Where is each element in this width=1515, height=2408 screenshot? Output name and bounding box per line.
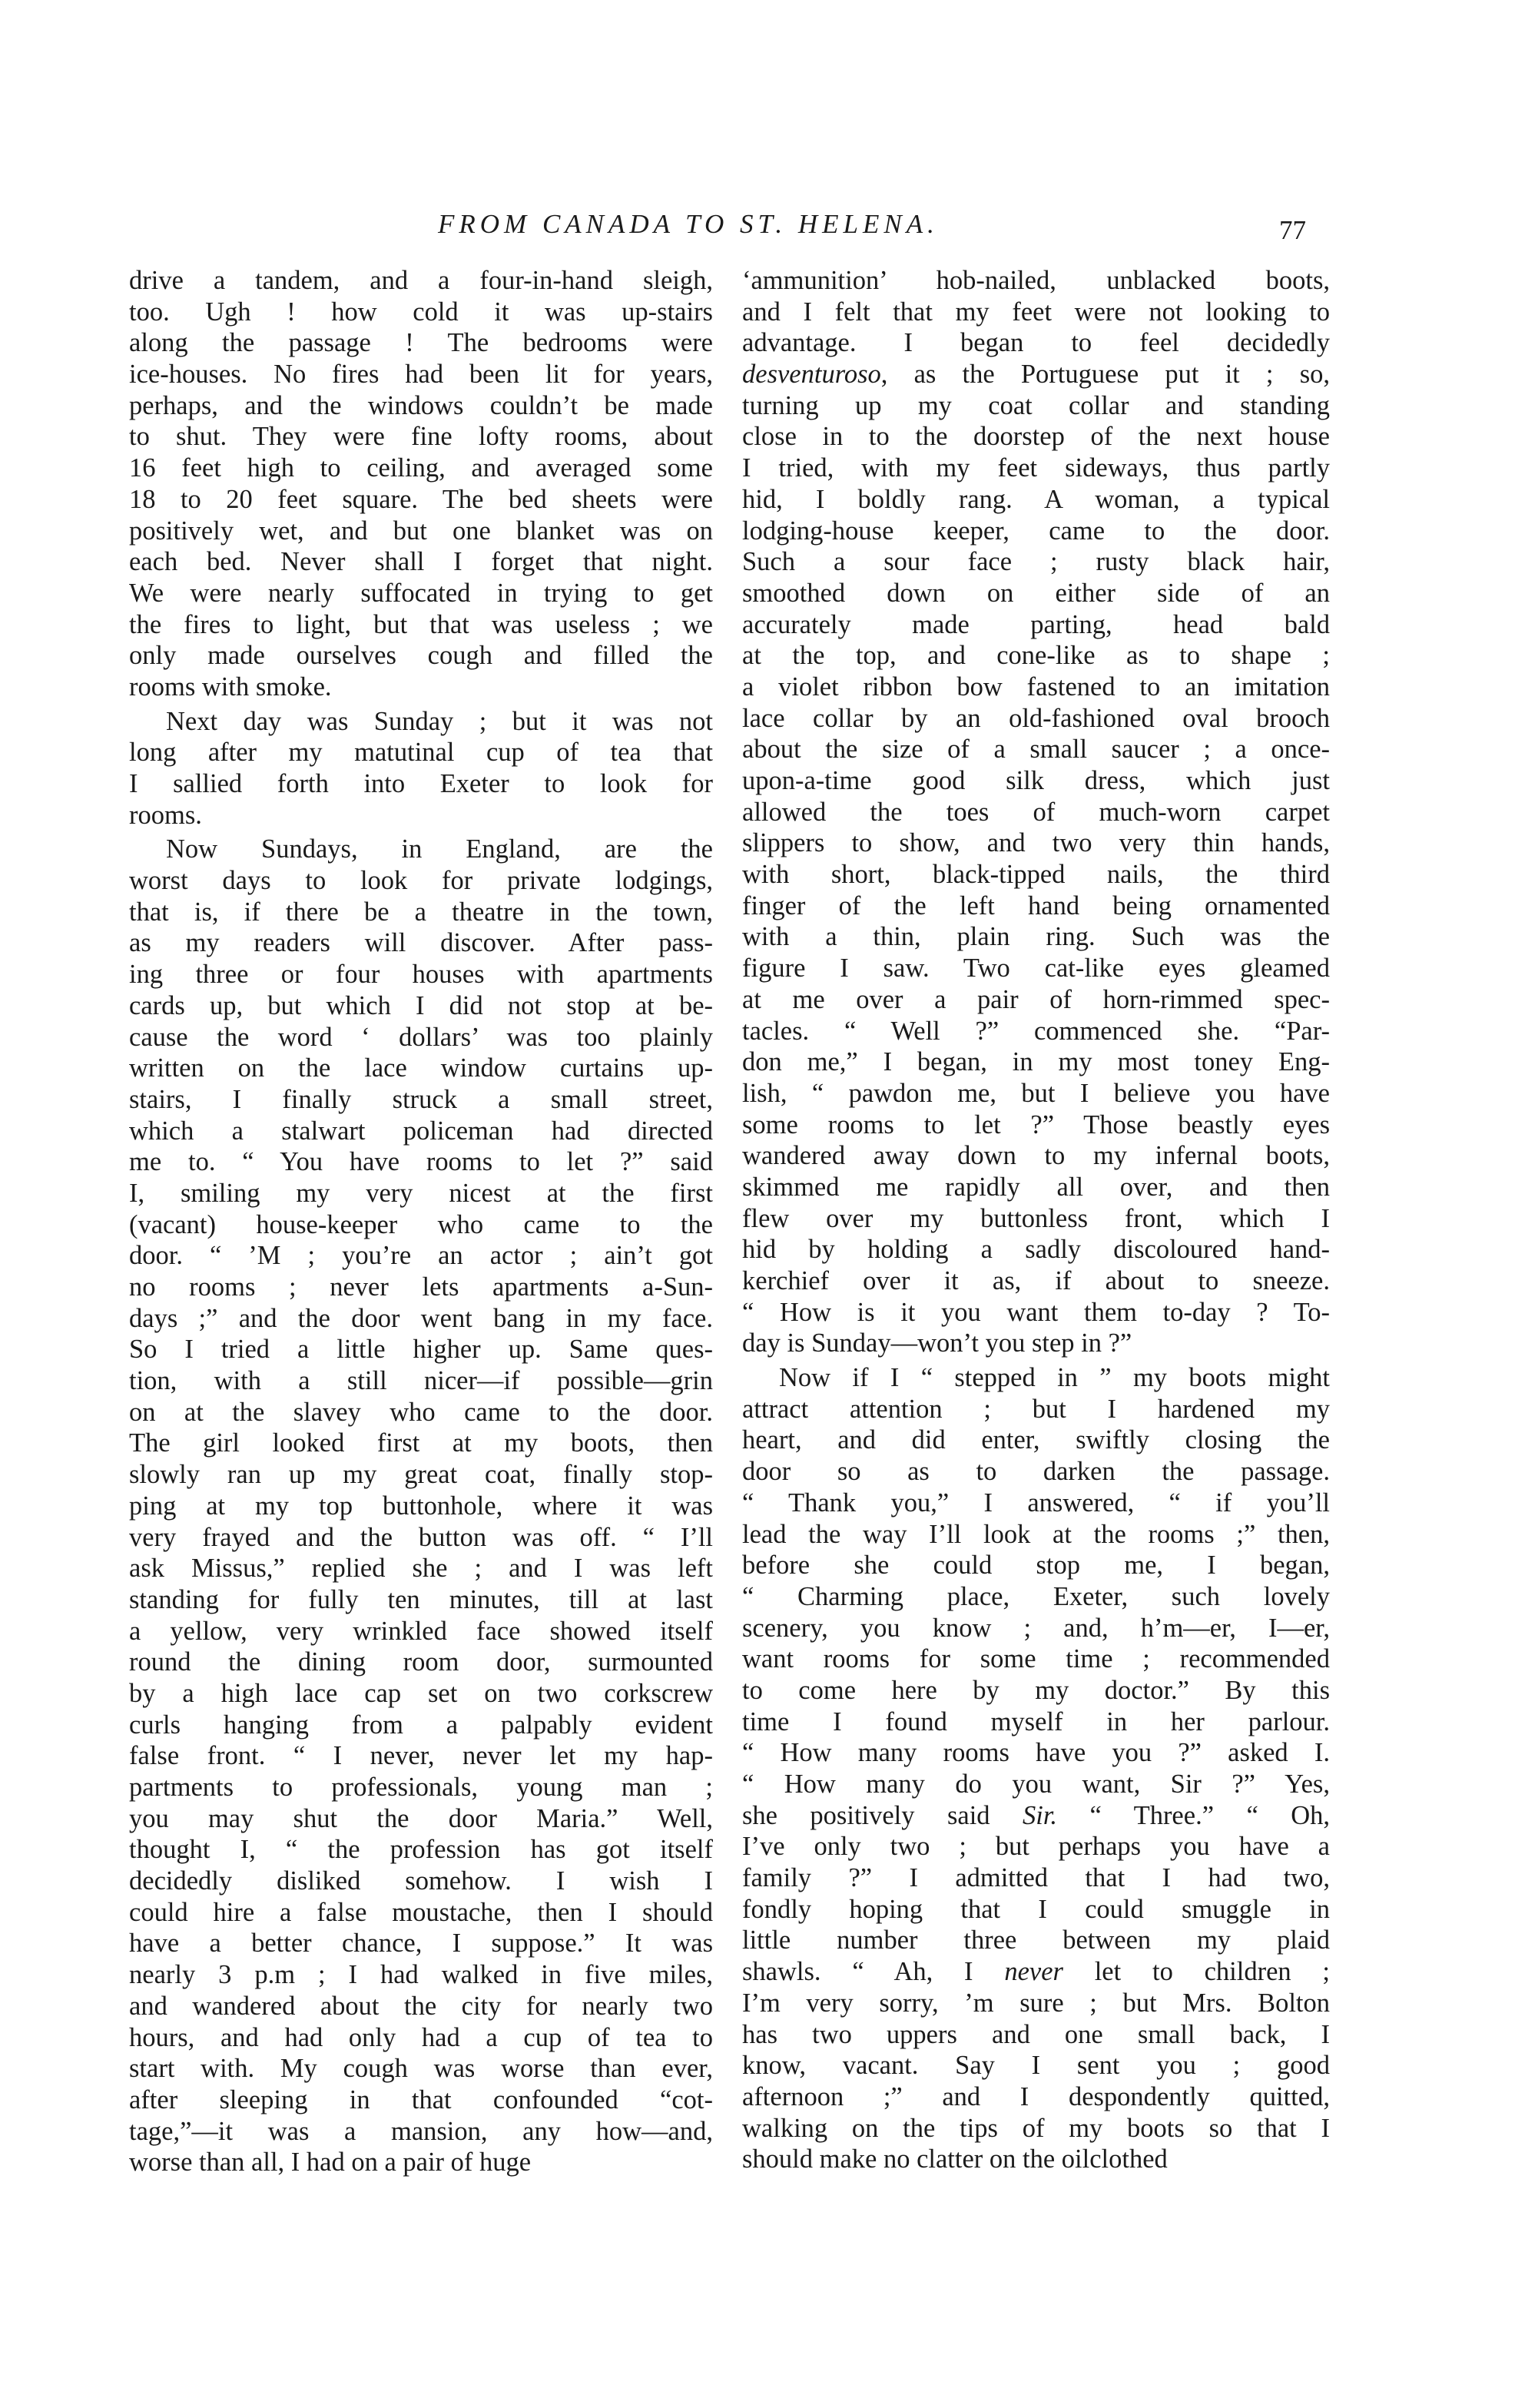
text-line: before she could stop me, I began, xyxy=(742,1551,1330,1580)
text-line: partments to professionals, young man ; xyxy=(129,1773,713,1802)
text-line: by a high lace cap set on two corkscrew xyxy=(129,1678,713,1708)
text-line: no rooms ; never lets apartments a-Sun- xyxy=(129,1272,713,1302)
text-line: lead the way I’ll look at the rooms ;” then, xyxy=(742,1519,1330,1549)
text-line: know, vacant. Say I sent you ; good xyxy=(742,2051,1330,2081)
text-line: So I tried a little higher up. Same ques- xyxy=(129,1335,713,1365)
text-line: lodging-house keeper, came to the door. xyxy=(742,516,1330,546)
text-line: at the top, and cone-like as to shape ; xyxy=(742,641,1330,671)
text-line: false front. “ I never, never let my hap- xyxy=(129,1741,713,1771)
text-line: finger of the left hand being ornamented xyxy=(742,891,1330,920)
text-line: each bed. Never shall I forget that night. xyxy=(129,547,713,577)
text-line: hours, and had only had a cup of tea to xyxy=(129,2022,713,2052)
text-line: turning up my coat collar and standing xyxy=(742,390,1330,420)
text-line: Next day was Sunday ; but it was not xyxy=(166,706,713,736)
text-line: tion, with a still nicer—if possible—grin xyxy=(129,1366,713,1396)
text-line: skimmed me rapidly all over, and then xyxy=(742,1172,1330,1202)
text-line: little number three between my plaid xyxy=(742,1925,1330,1955)
text-line: tacles. “ Well ?” commenced she. “Par- xyxy=(742,1016,1330,1046)
text-line: decidedly disliked somehow. I wish I xyxy=(129,1866,713,1896)
text-line: close in to the doorstep of the next house xyxy=(742,422,1330,452)
text-line: which a stalwart policeman had directed xyxy=(129,1116,713,1146)
text-line: “ How many rooms have you ?” asked I. xyxy=(742,1738,1330,1768)
text-line: rooms. xyxy=(129,800,202,830)
text-line: 18 to 20 feet square. The bed sheets were xyxy=(129,484,713,514)
text-line: door so as to darken the passage. xyxy=(742,1457,1330,1487)
text-line: don me,” I began, in my most toney Eng- xyxy=(742,1047,1330,1077)
text-line: lace collar by an old-fashioned oval brooch xyxy=(742,703,1330,733)
text-line: cause the word ‘ dollars’ was too plainly xyxy=(129,1022,713,1052)
text-line: wandered away down to my infernal boots, xyxy=(742,1141,1330,1171)
text-line: I tried, with my feet sideways, thus partly xyxy=(742,453,1330,483)
text-line: perhaps, and the windows couldn’t be made xyxy=(129,390,713,420)
text-line: I’m very sorry, ’m sure ; but Mrs. Bolton xyxy=(742,1988,1330,2018)
text-line: to shut. They were fine lofty rooms, about xyxy=(129,422,713,452)
text-line: “ Charming place, Exeter, such lovely xyxy=(742,1581,1330,1611)
text-line: flew over my buttonless front, which I xyxy=(742,1203,1330,1233)
text-line: nearly 3 p.m ; I had walked in five miles, xyxy=(129,1960,713,1990)
text-line: the fires to light, but that was useless ; we xyxy=(129,609,713,639)
text-line: too. Ugh ! how cold it was up-stairs xyxy=(129,297,713,327)
text-line: stairs, I finally struck a small street, xyxy=(129,1084,713,1114)
text-line: only made ourselves cough and filled the xyxy=(129,641,713,671)
text-line: you may shut the door Maria.” Well, xyxy=(129,1803,713,1833)
text-line: afternoon ;” and I despondently quitted, xyxy=(742,2081,1330,2111)
paragraph xyxy=(742,265,1330,1359)
text-line: and wandered about the city for nearly two xyxy=(129,1991,713,2021)
paragraph xyxy=(129,706,713,831)
text-line: I, smiling my very nicest at the first xyxy=(129,1178,713,1208)
text-line: positively wet, and but one blanket was on xyxy=(129,516,713,546)
text-line: me to. “ You have rooms to let ?” said xyxy=(129,1147,713,1177)
text-line: walking on the tips of my boots so that I xyxy=(742,2113,1330,2143)
paragraph xyxy=(129,834,713,2178)
text-line: very frayed and the button was off. “ I’ll xyxy=(129,1522,713,1552)
text-line: about the size of a small saucer ; a once- xyxy=(742,735,1330,765)
text-line: as my readers will discover. After pass- xyxy=(129,928,713,958)
text-line: allowed the toes of much-worn carpet xyxy=(742,797,1330,827)
text-line: “ How many do you want, Sir ?” Yes, xyxy=(742,1770,1330,1799)
text-line: ing three or four houses with apartments xyxy=(129,960,713,990)
text-line: with short, black-tipped nails, the third xyxy=(742,860,1330,890)
text-line: on at the slavey who came to the door. xyxy=(129,1397,713,1427)
text-line: (vacant) house-keeper who came to the xyxy=(129,1209,713,1239)
text-line: could hire a false moustache, then I should xyxy=(129,1897,713,1927)
text-line: “ Thank you,” I answered, “ if you’ll xyxy=(742,1488,1330,1517)
text-line: worst days to look for private lodgings, xyxy=(129,866,713,896)
text-line: figure I saw. Two cat-like eyes gleamed xyxy=(742,954,1330,983)
text-line: 16 feet high to ceiling, and averaged some xyxy=(129,453,713,483)
text-line: days ;” and the door went bang in my face. xyxy=(129,1303,713,1333)
text-line: accurately made parting, head bald xyxy=(742,609,1330,639)
text-line: standing for fully ten minutes, till at last xyxy=(129,1584,713,1614)
text-line: want rooms for some time ; recommended xyxy=(742,1644,1330,1674)
text-line: a violet ribbon bow fastened to an imitation xyxy=(742,672,1330,702)
text-line: day is Sunday—won’t you step in ?” xyxy=(742,1328,1132,1358)
text-line: Such a sour face ; rusty black hair, xyxy=(742,547,1330,577)
text-line: worse than all, I had on a pair of huge xyxy=(129,2148,532,2177)
text-line: heart, and did enter, swiftly closing the xyxy=(742,1425,1330,1455)
text-line: slippers to show, and two very thin hands, xyxy=(742,828,1330,858)
text-line: door. “ ’M ; you’re an actor ; ain’t got xyxy=(129,1241,713,1271)
left-text-column xyxy=(129,265,713,2178)
text-line: family ?” I admitted that I had two, xyxy=(742,1863,1330,1893)
text-line: along the passage ! The bedrooms were xyxy=(129,328,713,358)
text-line: Now Sundays, in England, are the xyxy=(166,834,713,864)
text-line: The girl looked first at my boots, then xyxy=(129,1428,713,1458)
text-line: some rooms to let ?” Those beastly eyes xyxy=(742,1109,1330,1139)
text-line: long after my matutinal cup of tea that xyxy=(129,738,713,768)
text-line: attract attention ; but I hardened my xyxy=(742,1394,1330,1424)
text-line: she positively said Sir. “ Three.” “ Oh, xyxy=(742,1800,1330,1830)
text-line: have a better chance, I suppose.” It was xyxy=(129,1929,713,1959)
text-line: tage,”—it was a mansion, any how—and, xyxy=(129,2116,713,2146)
text-line: desventuroso, as the Portuguese put it ; so, xyxy=(742,360,1330,390)
text-line: with a thin, plain ring. Such was the xyxy=(742,922,1330,952)
text-line: shawls. “ Ah, I never let to children ; xyxy=(742,1957,1330,1987)
right-text-column xyxy=(742,265,1330,2175)
text-line: curls hanging from a palpably evident xyxy=(129,1710,713,1740)
text-line: rooms with smoke. xyxy=(129,672,332,702)
text-line: hid by holding a sadly discoloured hand- xyxy=(742,1235,1330,1265)
text-line: time I found myself in her parlour. xyxy=(742,1706,1330,1736)
text-line: ice-houses. No fires had been lit for years, xyxy=(129,360,713,390)
text-line: I sallied forth into Exeter to look for xyxy=(129,769,713,798)
text-line: has two uppers and one small back, I xyxy=(742,2019,1330,2049)
text-line: ask Missus,” replied she ; and I was left xyxy=(129,1554,713,1584)
text-line: ‘ammunition’ hob-nailed, unblacked boots, xyxy=(742,266,1330,295)
text-line: fondly hoping that I could smuggle in xyxy=(742,1894,1330,1924)
text-line: scenery, you know ; and, h’m—er, I—er, xyxy=(742,1613,1330,1643)
text-line: I’ve only two ; but perhaps you have a xyxy=(742,1832,1330,1862)
text-line: round the dining room door, surmounted xyxy=(129,1647,713,1677)
running-head xyxy=(0,201,1515,247)
text-line: and I felt that my feet were not looking to xyxy=(742,297,1330,327)
text-line: Now if I “ stepped in ” my boots might xyxy=(779,1363,1330,1393)
text-line: to come here by my doctor.” By this xyxy=(742,1675,1330,1705)
text-line: drive a tandem, and a four-in-hand sleigh, xyxy=(129,266,713,295)
text-line: should make no clatter on the oilclothed xyxy=(742,2144,1168,2174)
paragraph xyxy=(742,1362,1330,2175)
paragraph xyxy=(129,265,713,703)
text-line: advantage. I began to feel decidedly xyxy=(742,328,1330,358)
text-line: after sleeping in that confounded “cot- xyxy=(129,2085,713,2114)
text-line: “ How is it you want them to-day ? To- xyxy=(742,1297,1330,1327)
page-number: 77 xyxy=(1279,215,1306,245)
text-line: a yellow, very wrinkled face showed itself xyxy=(129,1616,713,1646)
text-line: start with. My cough was worse than ever, xyxy=(129,2054,713,2084)
text-line: that is, if there be a theatre in the town, xyxy=(129,897,713,927)
text-line: written on the lace window curtains up- xyxy=(129,1053,713,1083)
text-line: upon-a-time good silk dress, which just xyxy=(742,766,1330,795)
text-line: smoothed down on either side of an xyxy=(742,578,1330,608)
text-line: ping at my top buttonhole, where it was xyxy=(129,1491,713,1521)
text-line: hid, I boldly rang. A woman, a typical xyxy=(742,484,1330,514)
text-line: We were nearly suffocated in trying to get xyxy=(129,578,713,608)
text-line: kerchief over it as, if about to sneeze. xyxy=(742,1266,1330,1295)
text-line: slowly ran up my great coat, finally stop- xyxy=(129,1460,713,1490)
text-line: cards up, but which I did not stop at be- xyxy=(129,990,713,1020)
text-line: thought I, “ the profession has got itself xyxy=(129,1835,713,1865)
text-line: lish, “ pawdon me, but I believe you have xyxy=(742,1078,1330,1108)
running-head-title: FROM CANADA TO ST. HELENA. xyxy=(438,209,939,239)
text-line: at me over a pair of horn-rimmed spec- xyxy=(742,984,1330,1014)
